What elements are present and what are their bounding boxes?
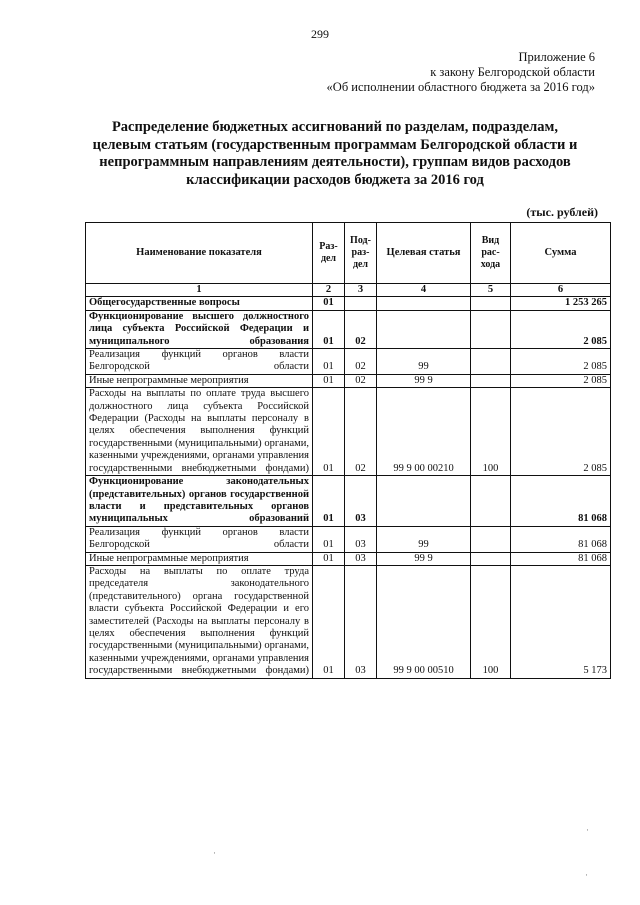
row-sum: 5 173	[511, 565, 611, 678]
header-row	[86, 223, 611, 284]
row-name: Расходы на выплаты по оплате труда высшего должностного лица субъекта Российской Федерации (Расходы на выплаты персоналу в целях обеспечения выполнения функций государственными (муниципальными) органами, казенными учреждениями, органами управления государственными внебюджетными фондами)	[86, 388, 313, 476]
row-section: 01	[313, 526, 345, 552]
row-section: 01	[313, 388, 345, 476]
row-name: Функционирование высшего должностного лица субъекта Российской Федерации и муниципального образования	[86, 310, 313, 348]
row-type: 100	[471, 565, 511, 678]
row-target: 99	[377, 349, 471, 375]
title-line: целевым статьям (государственным программам Белгородской области и	[92, 136, 578, 153]
row-subsection: 03	[345, 526, 377, 552]
table-row	[86, 310, 611, 348]
column-number: 3	[345, 284, 377, 297]
appendix-line: «Об исполнении областного бюджета за 2016 год»	[326, 80, 595, 94]
scan-speck: ·	[586, 825, 589, 835]
header-sum: Сумма	[511, 223, 611, 284]
row-target: 99 9 00 00510	[377, 565, 471, 678]
column-number: 1	[86, 284, 313, 297]
row-sum: 2 085	[511, 310, 611, 348]
row-section: 01	[313, 565, 345, 678]
row-target: 99	[377, 526, 471, 552]
row-target	[377, 310, 471, 348]
row-subsection: 03	[345, 552, 377, 565]
header-subsection: Под- раз- дел	[345, 223, 377, 284]
page-number: 299	[311, 27, 329, 41]
column-number: 2	[313, 284, 345, 297]
table-row	[86, 526, 611, 552]
scan-speck: ·	[213, 848, 216, 858]
row-section: 01	[313, 552, 345, 565]
row-subsection: 02	[345, 374, 377, 387]
column-number: 4	[377, 284, 471, 297]
column-numbers-row	[86, 284, 611, 297]
header-type: Вид рас- хода	[471, 223, 511, 284]
budget-table	[85, 222, 611, 679]
row-sum: 2 085	[511, 374, 611, 387]
row-sum: 2 085	[511, 349, 611, 375]
table-row	[86, 297, 611, 310]
appendix-header	[290, 50, 595, 95]
title-line: Распределение бюджетных ассигнований по разделам, подразделам,	[111, 119, 559, 135]
row-type: 100	[471, 388, 511, 476]
row-subsection: 02	[345, 349, 377, 375]
row-sum: 81 068	[511, 476, 611, 527]
row-name: Иные непрограммные мероприятия	[86, 374, 313, 387]
row-sum: 81 068	[511, 526, 611, 552]
row-type	[471, 552, 511, 565]
row-target: 99 9	[377, 552, 471, 565]
row-name: Реализация функций органов власти Белгородской области	[86, 526, 313, 552]
row-target	[377, 297, 471, 310]
row-subsection	[345, 297, 377, 310]
row-type	[471, 374, 511, 387]
column-number: 5	[471, 284, 511, 297]
appendix-line: Приложение 6	[518, 50, 595, 64]
row-type	[471, 476, 511, 527]
header-target: Целевая статья	[377, 223, 471, 284]
table-row	[86, 374, 611, 387]
row-target: 99 9 00 00210	[377, 388, 471, 476]
row-type	[471, 349, 511, 375]
table-row	[86, 388, 611, 476]
row-sum: 1 253 265	[511, 297, 611, 310]
row-subsection: 02	[345, 388, 377, 476]
row-name: Функционирование законодательных (представительных) органов государственной власти и представительных органов муниципальных образований	[86, 476, 313, 527]
column-number: 6	[511, 284, 611, 297]
title-line: классификации расходов бюджета за 2016 год	[186, 171, 484, 188]
row-name: Реализация функций органов власти Белгородской области	[86, 349, 313, 375]
row-sum: 81 068	[511, 552, 611, 565]
header-name: Наименование показателя	[86, 223, 313, 284]
row-type	[471, 310, 511, 348]
table-row	[86, 349, 611, 375]
header-section: Раз- дел	[313, 223, 345, 284]
row-type	[471, 526, 511, 552]
units-label: (тыс. рублей)	[526, 205, 598, 219]
row-name: Иные непрограммные мероприятия	[86, 552, 313, 565]
row-name: Расходы на выплаты по оплате труда председателя законодательного (представительного) органа государственной власти субъекта Российской Федерации и его заместителей (Расходы на выплаты персоналу в целях обеспечения выполнения функций государственными (муниципальными) органами, казенными учреждениями, органами управления государственными внебюджетными фондами)	[86, 565, 313, 678]
scan-speck: ·	[585, 870, 588, 880]
row-name: Общегосударственные вопросы	[86, 297, 313, 310]
row-type	[471, 297, 511, 310]
row-section: 01	[313, 349, 345, 375]
table-row	[86, 476, 611, 527]
row-subsection: 03	[345, 476, 377, 527]
row-section: 01	[313, 476, 345, 527]
document-title	[85, 119, 585, 189]
row-target: 99 9	[377, 374, 471, 387]
table-row	[86, 565, 611, 678]
table-row	[86, 552, 611, 565]
row-subsection: 02	[345, 310, 377, 348]
title-line: непрограммным направлениям деятельности), группам видов расходов	[99, 154, 571, 170]
row-sum: 2 085	[511, 388, 611, 476]
row-subsection: 03	[345, 565, 377, 678]
row-section: 01	[313, 297, 345, 310]
row-section: 01	[313, 310, 345, 348]
row-target	[377, 476, 471, 527]
appendix-line: к закону Белгородской области	[430, 65, 595, 79]
row-section: 01	[313, 374, 345, 387]
